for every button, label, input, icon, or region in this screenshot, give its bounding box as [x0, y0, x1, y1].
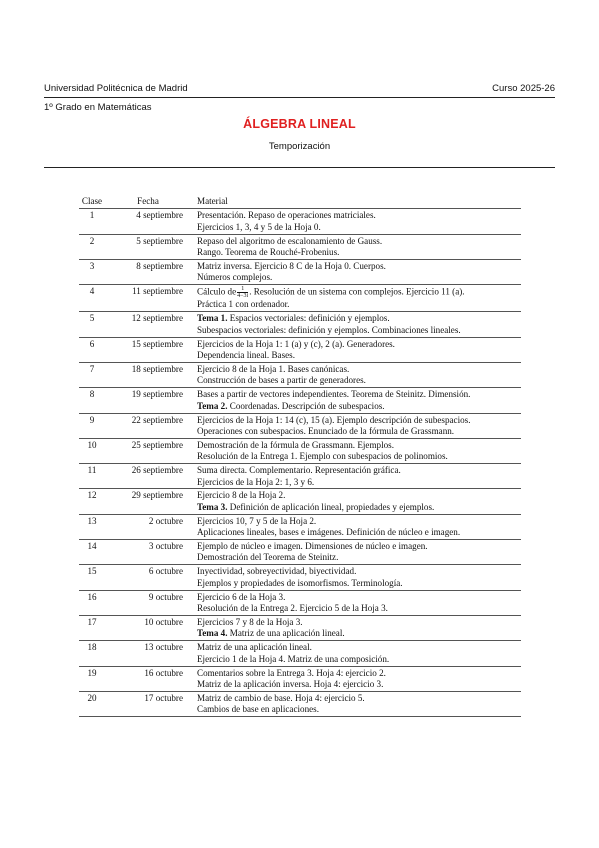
clase-cell: 8	[79, 388, 105, 413]
material-line-2	[197, 578, 519, 589]
material-text: Ejercicios 7 y 8 de la Hoja 3.	[197, 617, 303, 627]
material-cell	[191, 209, 521, 234]
material-cell	[191, 312, 521, 337]
fecha-cell: 12 septiembre	[105, 312, 191, 337]
table-header-row	[79, 196, 521, 209]
material-text: Resolución de la Entrega 2. Ejercicio 5 de la Hoja 3.	[197, 603, 388, 614]
clase-cell: 7	[79, 362, 105, 387]
material-line-2	[197, 350, 519, 361]
fecha-cell: 16 octubre	[105, 666, 191, 691]
material-line-2	[197, 325, 519, 336]
material-cell	[191, 413, 521, 438]
material-text: Definición de aplicación lineal, propiedades y ejemplos.	[227, 501, 435, 512]
material-text: Cálculo de	[197, 286, 237, 297]
fecha-cell: 18 septiembre	[105, 362, 191, 387]
material-line-2	[197, 552, 519, 563]
material-line-2	[197, 654, 519, 665]
material-line-1	[197, 617, 519, 628]
clase-cell: 12	[79, 489, 105, 514]
material-line-1	[197, 236, 519, 247]
material-line-1	[197, 465, 519, 476]
fecha-cell: 22 septiembre	[105, 413, 191, 438]
fecha-cell: 11 septiembre	[105, 285, 191, 312]
material-cell	[191, 260, 521, 285]
table-row	[79, 641, 521, 666]
clase-cell: 18	[79, 641, 105, 666]
material-text: Ejercicio 8 de la Hoja 2.	[197, 490, 286, 501]
clase-cell: 3	[79, 260, 105, 285]
material-text: Subespacios vectoriales: definición y ejemplos. Combinaciones lineales.	[197, 324, 461, 335]
clase-cell: 19	[79, 666, 105, 691]
material-cell	[191, 438, 521, 463]
material-cell	[191, 590, 521, 615]
material-cell	[191, 616, 521, 641]
material-line-1	[197, 286, 519, 299]
clase-cell: 1	[79, 209, 105, 234]
table-row	[79, 362, 521, 387]
material-line-1	[197, 415, 519, 426]
material-cell	[191, 362, 521, 387]
table-row	[79, 388, 521, 413]
material-text: Ejercicios 10, 7 y 5 de la Hoja 2.	[197, 515, 317, 526]
material-text: Números complejos.	[197, 272, 273, 283]
header-divider	[44, 97, 555, 98]
header-row	[44, 83, 555, 94]
material-text: Demostración de la fórmula de Grassmann. Ejemplos.	[197, 439, 394, 450]
clase-cell: 2	[79, 234, 105, 259]
table-row	[79, 565, 521, 590]
table-row	[79, 438, 521, 463]
material-line-1	[197, 313, 519, 324]
topic-label: Tema 3.	[197, 501, 228, 512]
table-row	[79, 514, 521, 539]
fecha-cell: 4 septiembre	[105, 209, 191, 234]
material-line-1	[197, 261, 519, 272]
material-text: Espacios vectoriales: definición y ejemplos.	[227, 313, 390, 324]
material-cell	[191, 691, 521, 716]
fecha-cell: 19 septiembre	[105, 388, 191, 413]
material-text: Dependencia lineal. Bases.	[197, 349, 295, 360]
material-cell	[191, 540, 521, 565]
clase-cell: 15	[79, 565, 105, 590]
schedule-body	[79, 209, 521, 717]
material-text: Ejercicio 1 de la Hoja 4. Matriz de una composición.	[197, 653, 390, 664]
clase-cell: 20	[79, 691, 105, 716]
topic-label: Tema 1.	[197, 313, 228, 324]
material-cell	[191, 464, 521, 489]
fecha-cell: 6 octubre	[105, 565, 191, 590]
material-text: Inyectividad, sobreyectividad, biyectividad.	[197, 566, 357, 577]
material-line-2	[197, 451, 519, 462]
material-text: Ejemplos y propiedades de isomorfismos. Terminología.	[197, 577, 403, 588]
material-text: Matriz inversa. Ejercicio 8 C de la Hoja 0. Cuerpos.	[197, 261, 386, 272]
material-cell	[191, 337, 521, 362]
material-text: Aplicaciones lineales, bases e imágenes. Definición de núcleo e imagen.	[197, 527, 461, 538]
table-row	[79, 209, 521, 234]
table-row	[79, 590, 521, 615]
fecha-cell: 5 septiembre	[105, 234, 191, 259]
material-line-1	[197, 364, 519, 375]
material-line-1	[197, 516, 519, 527]
material-text: Ejercicios de la Hoja 1: 1 (a) y (c), 2 (a). Generadores.	[197, 338, 395, 349]
topic-label: Tema 2.	[197, 400, 228, 411]
fecha-cell: 8 septiembre	[105, 260, 191, 285]
table-row	[79, 489, 521, 514]
clase-cell: 11	[79, 464, 105, 489]
material-cell	[191, 285, 521, 312]
clase-cell: 13	[79, 514, 105, 539]
material-text: Ejercicios de la Hoja 2: 1, 3 y 6.	[197, 476, 315, 487]
material-text: Repaso del algoritmo de escalonamiento de Gauss.	[197, 235, 383, 246]
page-title: ÁLGEBRA LINEAL	[243, 117, 356, 131]
material-cell	[191, 666, 521, 691]
material-text: Bases a partir de vectores independientes. Teorema de Steinitz. Dimensión.	[197, 389, 471, 400]
material-text: Resolución de la Entrega 1. Ejemplo con subespacios de polinomios.	[197, 451, 448, 462]
material-cell	[191, 388, 521, 413]
material-cell	[191, 565, 521, 590]
material-line-1	[197, 490, 519, 501]
material-line-2	[197, 272, 519, 283]
table-row	[79, 413, 521, 438]
material-text: Operaciones con subespacios. Enunciado de la fórmula de Grassmann.	[197, 425, 455, 436]
material-line-2	[197, 299, 519, 310]
clase-cell: 4	[79, 285, 105, 312]
material-line-2	[197, 247, 519, 258]
fecha-cell: 25 septiembre	[105, 438, 191, 463]
material-line-2	[197, 679, 519, 690]
material-line-2	[197, 704, 519, 715]
table-row	[79, 666, 521, 691]
material-line-2	[197, 527, 519, 538]
material-line-1	[197, 210, 519, 221]
material-text: Rango. Teorema de Rouché-Frobenius.	[197, 247, 340, 258]
fecha-cell: 2 octubre	[105, 514, 191, 539]
fecha-cell: 15 septiembre	[105, 337, 191, 362]
table-row	[79, 260, 521, 285]
material-line-1	[197, 592, 519, 603]
material-text: . Resolución de un sistema con complejos. Ejercicio 11 (a).	[249, 286, 465, 297]
clase-cell: 5	[79, 312, 105, 337]
clase-cell: 6	[79, 337, 105, 362]
fecha-cell: 13 octubre	[105, 641, 191, 666]
fecha-cell: 10 octubre	[105, 616, 191, 641]
material-cell	[191, 234, 521, 259]
material-line-1	[197, 668, 519, 679]
page-header	[44, 83, 555, 113]
column-header-clase: Clase	[81, 196, 103, 206]
material-line-2	[197, 603, 519, 614]
material-text: Ejercicios 1, 3, 4 y 5 de la Hoja 0.	[197, 221, 321, 232]
fraction-numerator: 1	[237, 286, 248, 293]
material-text: Suma directa. Complementario. Representación gráfica.	[197, 465, 401, 476]
material-line-1	[197, 566, 519, 577]
material-line-2	[197, 502, 519, 513]
material-text: Demostración del Teorema de Steinitz.	[197, 552, 339, 563]
table-row	[79, 312, 521, 337]
material-line-1	[197, 339, 519, 350]
table-row	[79, 464, 521, 489]
university-name: Universidad Politécnica de Madrid	[44, 83, 188, 94]
material-text: Construcción de bases a partir de generadores.	[197, 375, 366, 386]
table-row	[79, 616, 521, 641]
material-text: Ejercicio 8 de la Hoja 1. Bases canónicas.	[197, 363, 350, 374]
material-text: Presentación. Repaso de operaciones matriciales.	[197, 210, 376, 221]
material-line-1	[197, 642, 519, 653]
fecha-cell: 9 octubre	[105, 590, 191, 615]
material-text: Matriz de la aplicación inversa. Hoja 4: ejercicio 3.	[197, 679, 384, 690]
material-text: Ejercicios de la Hoja 1: 14 (c), 15 (a). Ejemplo descripción de subespacios.	[197, 414, 471, 425]
material-text: Matriz de una aplicación lineal.	[197, 642, 312, 653]
material-cell	[191, 514, 521, 539]
table-row	[79, 337, 521, 362]
fecha-cell: 29 septiembre	[105, 489, 191, 514]
material-line-1	[197, 440, 519, 451]
clase-cell: 14	[79, 540, 105, 565]
table-row	[79, 285, 521, 312]
degree-name: 1º Grado en Matemáticas	[44, 102, 152, 113]
page-subtitle: Temporización	[268, 141, 331, 152]
material-text: Coordenadas. Descripción de subespacios.	[227, 400, 385, 411]
material-line-2	[197, 222, 519, 233]
material-text: Matriz de una aplicación lineal.	[227, 628, 345, 639]
title-divider	[44, 167, 555, 168]
material-line-1	[197, 693, 519, 704]
material-line-2	[197, 477, 519, 488]
fecha-cell: 17 octubre	[105, 691, 191, 716]
material-text: Cambios de base en aplicaciones.	[197, 704, 319, 715]
course-year: Curso 2025-26	[492, 83, 555, 94]
material-text: Ejemplo de núcleo e imagen. Dimensiones de núcleo e imagen.	[197, 541, 428, 552]
fecha-cell: 26 septiembre	[105, 464, 191, 489]
topic-label: Tema 4.	[197, 628, 228, 639]
material-line-1	[197, 541, 519, 552]
column-header-material: Material	[197, 196, 228, 206]
schedule-table	[79, 196, 521, 717]
clase-cell: 16	[79, 590, 105, 615]
fraction	[237, 286, 248, 299]
clase-cell: 10	[79, 438, 105, 463]
material-line-2	[197, 426, 519, 437]
material-text: Práctica 1 con ordenador.	[197, 299, 290, 310]
table-row	[79, 234, 521, 259]
clase-cell: 9	[79, 413, 105, 438]
clase-cell: 17	[79, 616, 105, 641]
material-text: Ejercicio 6 de la Hoja 3.	[197, 591, 286, 602]
material-cell	[191, 641, 521, 666]
fecha-cell: 3 octubre	[105, 540, 191, 565]
table-row	[79, 540, 521, 565]
material-line-2	[197, 401, 519, 412]
material-line-2	[197, 375, 519, 386]
table-row	[79, 691, 521, 716]
material-line-2	[197, 628, 519, 639]
material-text: Comentarios sobre la Entrega 3. Hoja 4: ejercicio 2.	[197, 667, 386, 678]
fraction-denominator: 4−3i	[237, 293, 249, 300]
material-cell	[191, 489, 521, 514]
material-text: Matriz de cambio de base. Hoja 4: ejercicio 5.	[197, 692, 365, 703]
material-line-1	[197, 389, 519, 400]
column-header-fecha: Fecha	[137, 196, 159, 206]
